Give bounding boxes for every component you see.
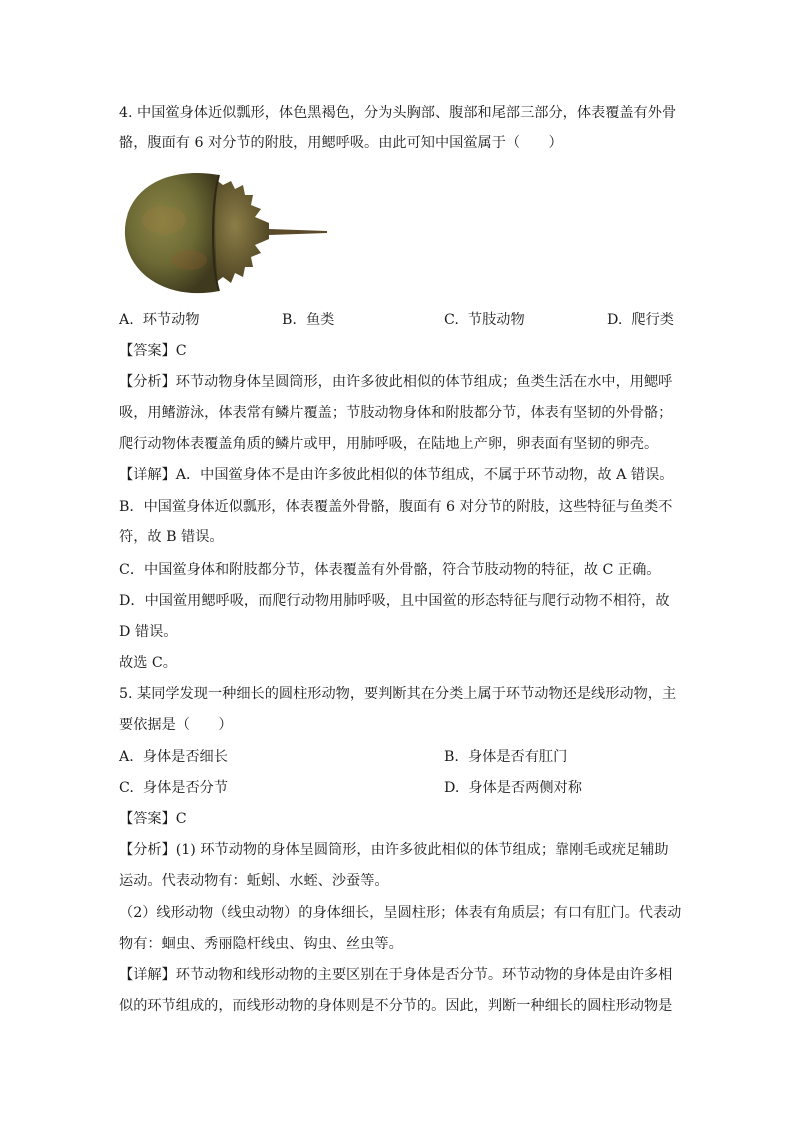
q4-option-d: D. 爬行类 bbox=[607, 312, 674, 328]
q5-option-b: B. 身体是否有肛门 bbox=[444, 749, 568, 765]
q4-detail-line-5: D．中国鲎用鳃呼吸，而爬行动物用肺呼吸，且中国鲎的形态特征与爬行动物不相符，故 bbox=[119, 593, 670, 609]
q4-stem-line-1: 4. 中国鲎身体近似瓢形，体色黑褐色，分为头胸部、腹部和尾部三部分，体表覆盖有外骨 bbox=[119, 105, 677, 121]
q4-detail-line-1: 【详解】A．中国鲎身体不是由许多彼此相似的体节组成，不属于环节动物，故 A 错误。 bbox=[119, 467, 674, 483]
q5-detail-line-2: 似的环节组成的，而线形动物的身体则是不分节的。因此，判断一种细长的圆柱形动物是 bbox=[119, 998, 673, 1014]
q4-analysis-line-1: 【分析】环节动物身体呈圆筒形，由许多彼此相似的体节组成；鱼类生活在水中，用鳃呼 bbox=[119, 374, 673, 390]
q4-detail-line-7: 故选 C。 bbox=[119, 655, 177, 671]
q4-option-b: B. 鱼类 bbox=[282, 312, 335, 328]
horseshoe-crab-icon bbox=[119, 165, 329, 301]
q4-option-c: C. 节肢动物 bbox=[444, 312, 525, 328]
q5-analysis-line-1: 【分析】(1) 环节动物的身体呈圆筒形，由许多彼此相似的体节组成；靠刚毛或疣足辅助 bbox=[119, 842, 669, 858]
horseshoe-crab-photo bbox=[119, 165, 329, 301]
q5-analysis-line-4: 物有：蛔虫、秀丽隐杆线虫、钩虫、丝虫等。 bbox=[119, 936, 403, 952]
q5-answer: 【答案】C bbox=[119, 811, 187, 827]
q4-detail-line-3: 符，故 B 错误。 bbox=[119, 529, 224, 545]
q5-option-d: D. 身体是否两侧对称 bbox=[444, 780, 582, 796]
q5-analysis-line-2: 运动。代表动物有：蚯蚓、水蛭、沙蚕等。 bbox=[119, 873, 389, 889]
q5-stem-line-2: 要依据是（ ） bbox=[119, 717, 233, 733]
q4-stem-line-2: 骼，腹面有 6 对分节的附肢，用鳃呼吸。由此可知中国鲎属于（ ） bbox=[119, 135, 563, 151]
q4-answer: 【答案】C bbox=[119, 343, 187, 359]
q5-stem-line-1: 5. 某同学发现一种细长的圆柱形动物，要判断其在分类上属于环节动物还是线形动物，主 bbox=[119, 686, 677, 702]
q4-detail-line-4: C．中国鲎身体和附肢都分节，体表覆盖有外骨骼，符合节肢动物的特征，故 C 正确。 bbox=[119, 562, 661, 578]
q4-analysis-line-2: 吸，用鳍游泳，体表常有鳞片覆盖；节肢动物身体和附肢都分节，体表有坚韧的外骨骼； bbox=[119, 405, 673, 421]
q5-option-a: A. 身体是否细长 bbox=[119, 749, 228, 765]
q5-option-c: C. 身体是否分节 bbox=[119, 780, 229, 796]
q4-detail-line-2: B．中国鲎身体近似瓢形，体表覆盖外骨骼，腹面有 6 对分节的附肢，这些特征与鱼类不 bbox=[119, 499, 673, 515]
q4-analysis-line-3: 爬行动物体表覆盖角质的鳞片或甲，用肺呼吸，在陆地上产卵，卵表面有坚韧的卵壳。 bbox=[119, 436, 659, 452]
q5-analysis-line-3: （2）线形动物（线虫动物）的身体细长，呈圆柱形；体表有角质层；有口有肛门。代表动 bbox=[119, 905, 682, 921]
q5-detail-line-1: 【详解】环节动物和线形动物的主要区别在于身体是否分节。环节动物的身体是由许多相 bbox=[119, 967, 673, 983]
q4-option-a: A. 环节动物 bbox=[119, 312, 200, 328]
q4-detail-line-6: D 错误。 bbox=[119, 624, 178, 640]
